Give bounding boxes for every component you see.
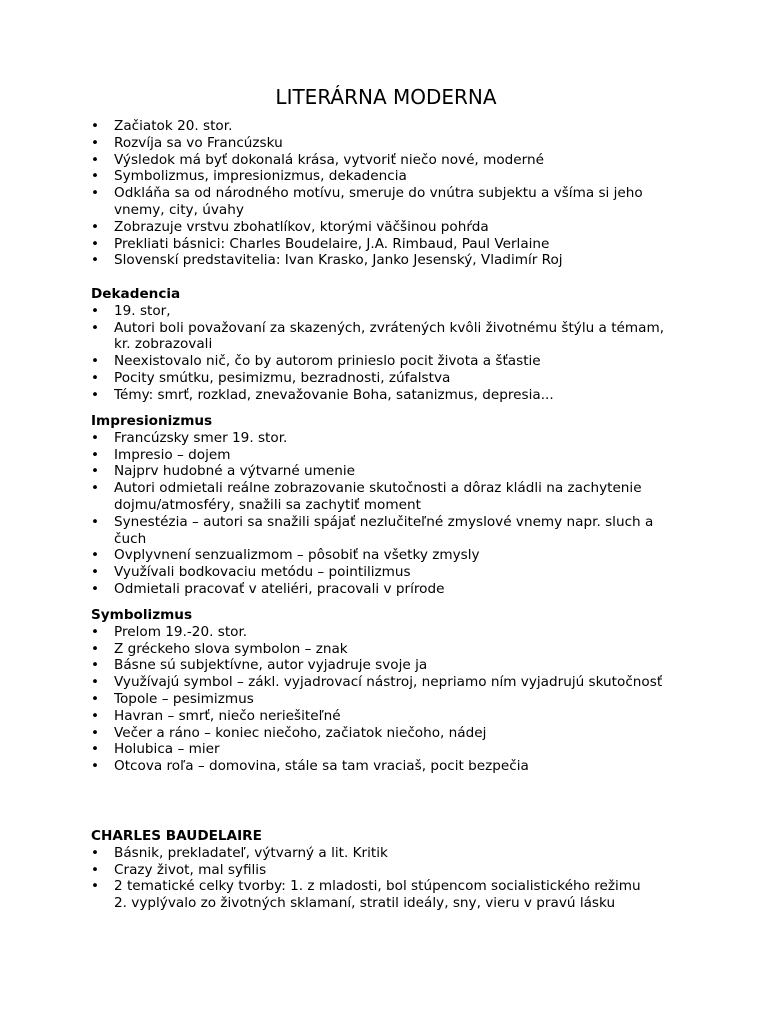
dekadencia-list	[91, 303, 681, 404]
symbolizmus-list	[91, 624, 681, 775]
list-item: • 2 tematické celky tvorby: 1. z mladosti, bol stúpencom socialistického režimu	[91, 878, 681, 895]
list-item: • Ovplyvnení senzualizmom – pôsobiť na všetky zmysly	[91, 547, 681, 564]
list-item: • Autori odmietali reálne zobrazovanie skutočnosti a dôraz kládli na zachytenie dojmu/atmosféry, snažili sa zachytiť moment	[91, 480, 681, 514]
intro-list	[91, 118, 681, 269]
list-item: • Najprv hudobné a výtvarné umenie	[91, 463, 681, 480]
section-heading: Symbolizmus	[91, 607, 193, 623]
section-heading: Impresionizmus	[91, 413, 213, 429]
list-item: • Francúzsky smer 19. stor.	[91, 430, 681, 447]
list-item: • Rozvíja sa vo Francúzsku	[91, 135, 681, 152]
list-item: • Prekliati básnici: Charles Boudelaire, J.A. Rimbaud, Paul Verlaine	[91, 236, 681, 253]
list-item: • Využívali bodkovaciu metódu – pointilizmus	[91, 564, 681, 581]
intro-section	[91, 118, 681, 269]
list-item: • Odmietali pracovať v ateliéri, pracovali v prírode	[91, 581, 681, 598]
list-item: • Odkláňa sa od národného motívu, smeruje do vnútra subjektu a všíma si jeho vnemy, city, úvahy	[91, 185, 681, 219]
list-item: • Básne sú subjektívne, autor vyjadruje svoje ja	[91, 657, 681, 674]
list-item: • Synestézia – autori sa snažili spájať nezlučiteľné zmyslové vnemy napr. sluch a čuch	[91, 514, 681, 548]
list-item: • Crazy život, mal syfilis	[91, 862, 681, 879]
list-item: • Zobrazuje vrstvu zbohatlíkov, ktorými väčšinou pohŕda	[91, 219, 681, 236]
baudelaire-list	[91, 845, 681, 895]
list-item: • Neexistovalo nič, čo by autorom prinieslo pocit života a šťastie	[91, 353, 681, 370]
list-item: • Autori boli považovaní za skazených, zvrátených kvôli životnému štýlu a témam, kr. zobrazovali	[91, 320, 681, 354]
list-item-continuation: 2. vyplývalo zo životných sklamaní, stratil ideály, sny, vieru v pravú lásku	[114, 895, 616, 912]
baudelaire-section	[91, 828, 681, 912]
list-item: • Prelom 19.-20. stor.	[91, 624, 681, 641]
dekadencia-section	[91, 286, 681, 404]
list-item: • Slovenskí predstavitelia: Ivan Krasko, Janko Jesenský, Vladimír Roj	[91, 252, 681, 269]
symbolizmus-section	[91, 607, 681, 775]
section-heading: Dekadencia	[91, 286, 181, 302]
list-item: • Začiatok 20. stor.	[91, 118, 681, 135]
list-item: • Básnik, prekladateľ, výtvarný a lit. Kritik	[91, 845, 681, 862]
list-item: • Večer a ráno – koniec niečoho, začiatok niečoho, nádej	[91, 725, 681, 742]
list-item: • Využívajú symbol – zákl. vyjadrovací nástroj, nepriamo ním vyjadrujú skutočnosť	[91, 674, 681, 691]
section-heading: CHARLES BAUDELAIRE	[91, 828, 262, 844]
list-item: • Výsledok má byť dokonalá krása, vytvoriť niečo nové, moderné	[91, 152, 681, 169]
impresionizmus-list	[91, 430, 681, 598]
list-item: • Pocity smútku, pesimizmu, bezradnosti, zúfalstva	[91, 370, 681, 387]
list-item: • Otcova roľa – domovina, stále sa tam vraciaš, pocit bezpečia	[91, 758, 681, 775]
list-item: • Havran – smrť, niečo neriešiteľné	[91, 708, 681, 725]
list-item: • 19. stor,	[91, 303, 681, 320]
list-item: • Impresio – dojem	[91, 447, 681, 464]
list-item: • Holubica – mier	[91, 741, 681, 758]
list-item: • Z gréckeho slova symbolon – znak	[91, 641, 681, 658]
list-item: • Symbolizmus, impresionizmus, dekadencia	[91, 168, 681, 185]
list-item: • Témy: smrť, rozklad, znevažovanie Boha, satanizmus, depresia...	[91, 387, 681, 404]
impresionizmus-section	[91, 413, 681, 598]
page-title: LITERÁRNA MODERNA	[275, 85, 497, 109]
list-item: • Topole – pesimizmus	[91, 691, 681, 708]
